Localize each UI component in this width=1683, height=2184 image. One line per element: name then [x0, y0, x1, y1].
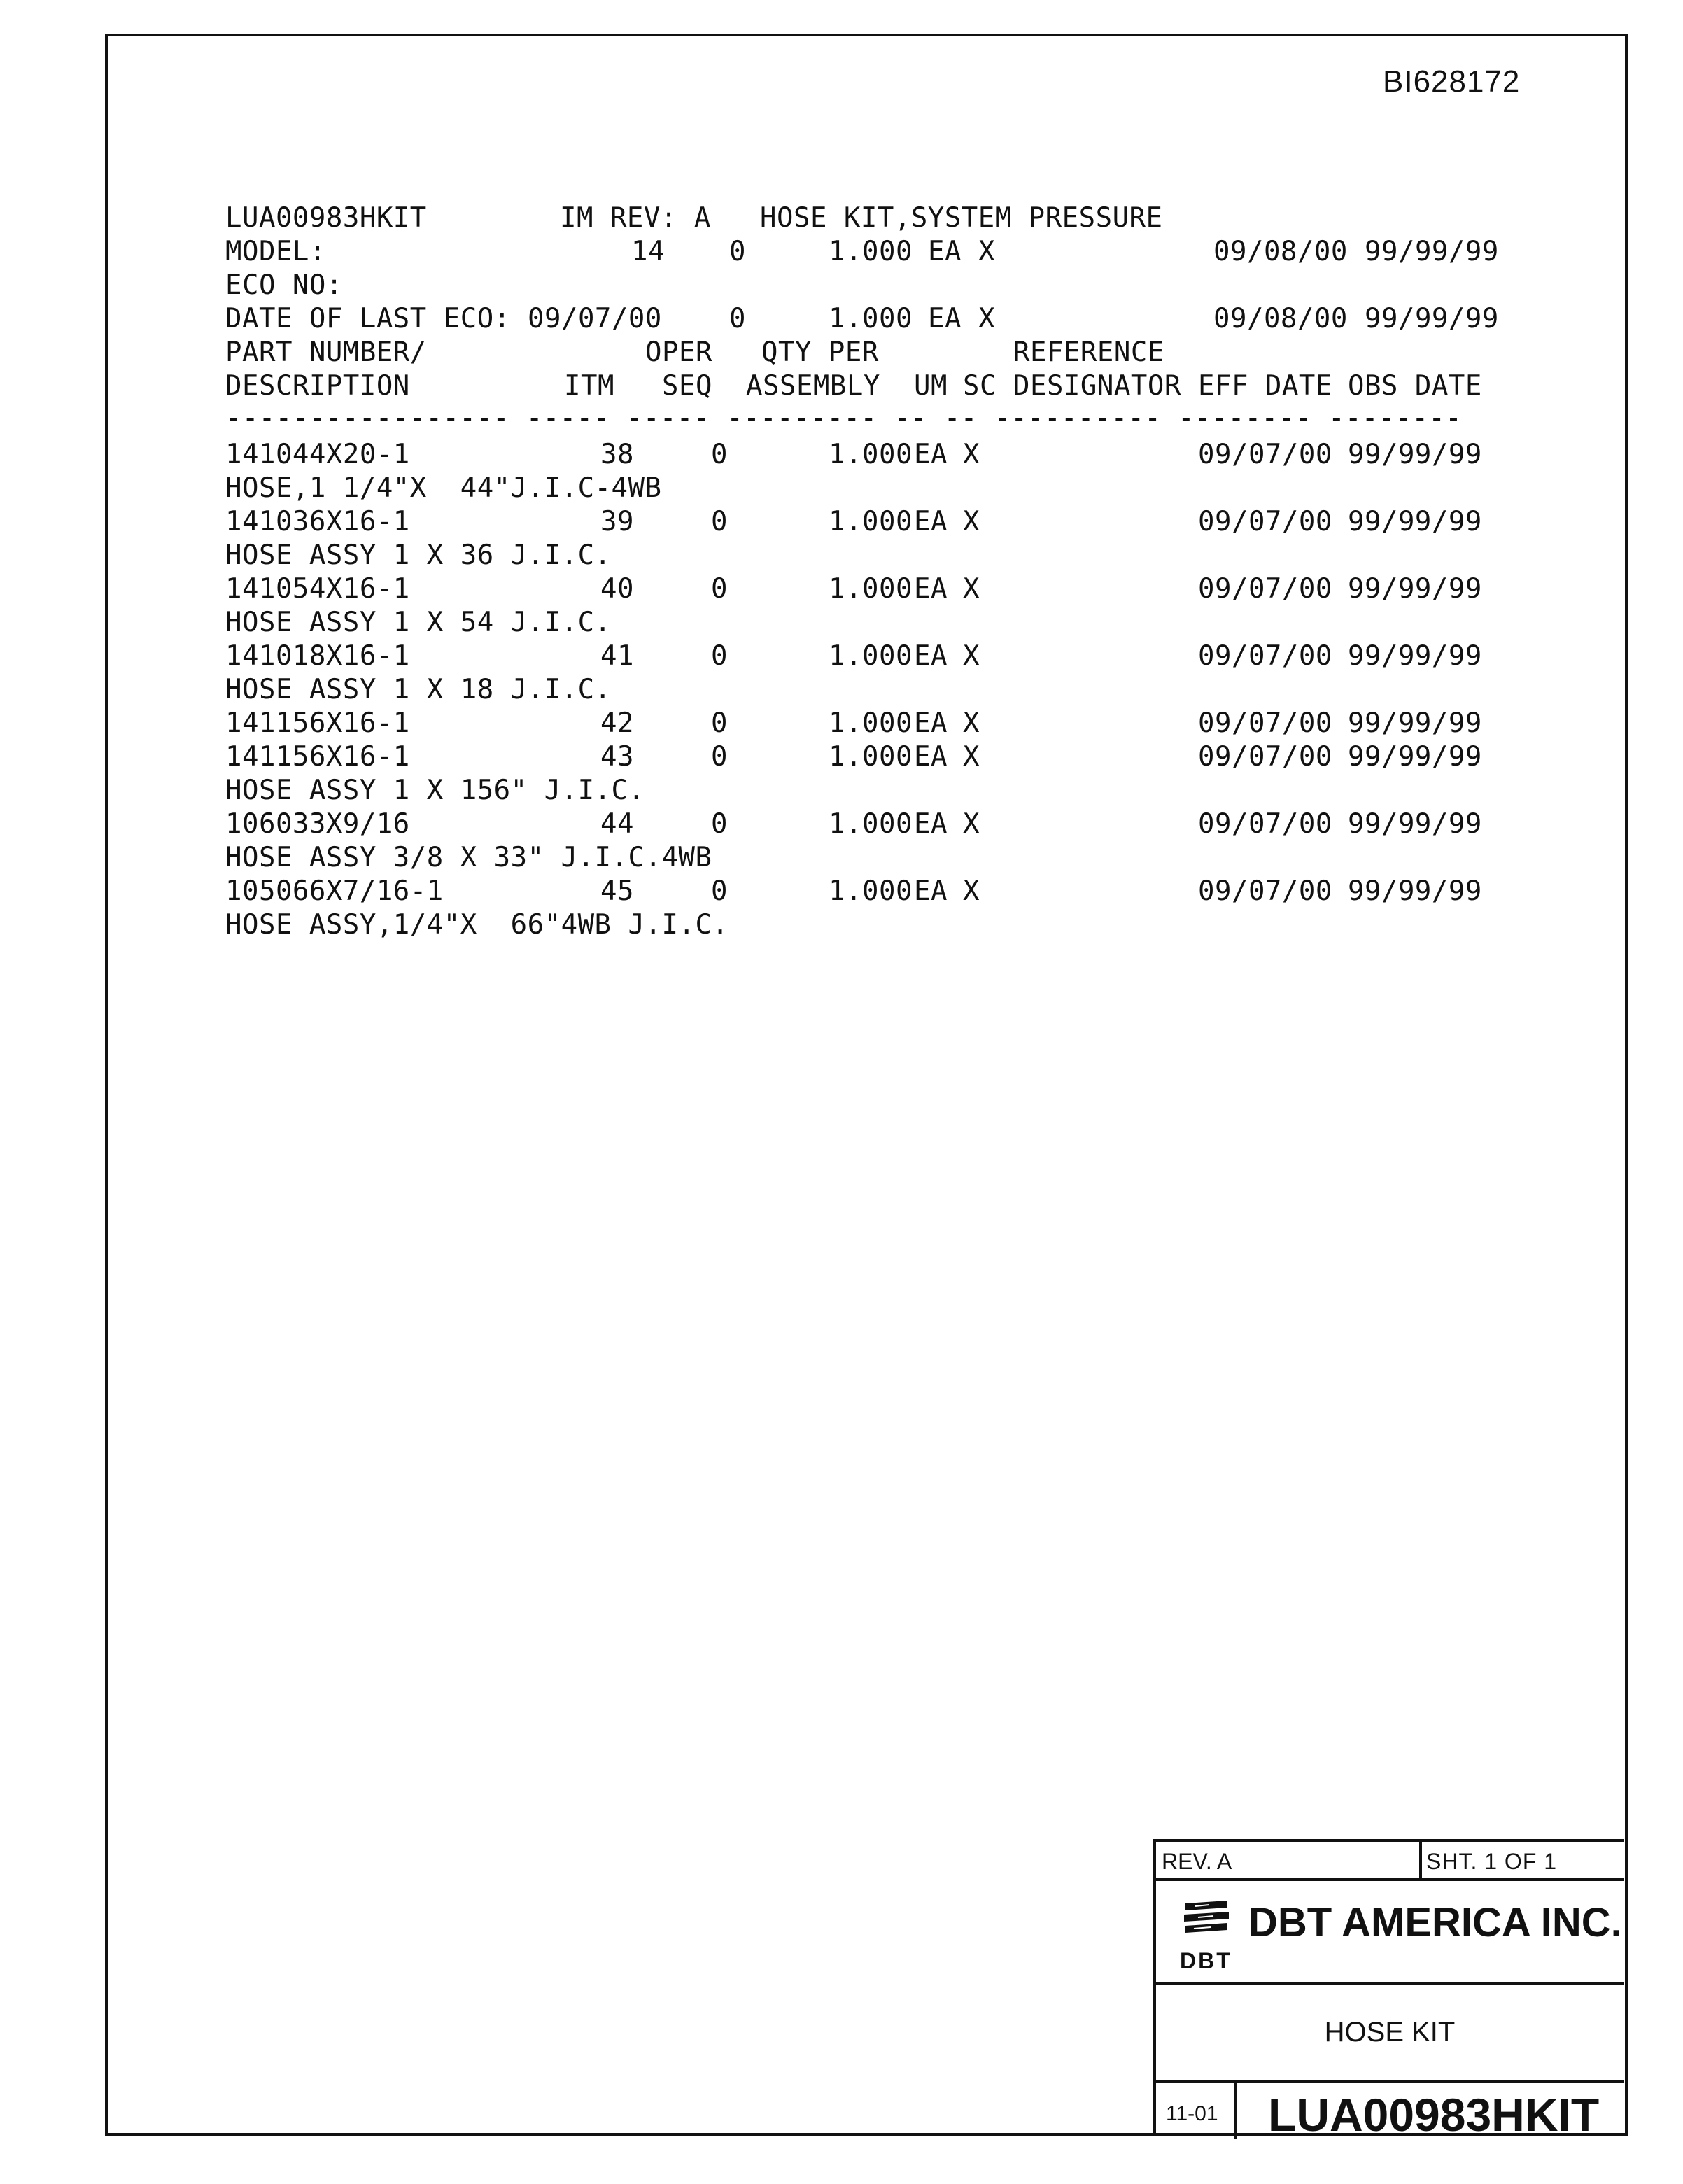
item-qty: 1.000	[829, 707, 913, 739]
header-im-rev: IM REV: A	[560, 202, 711, 234]
last-eco-sc: X	[978, 303, 995, 334]
item-seq: 0	[711, 741, 728, 773]
title-block-title-row	[1156, 1985, 1624, 2083]
item-sc: X	[963, 808, 980, 840]
col-assembly: ASSEMBLY	[746, 370, 880, 402]
item-itm: 43	[600, 741, 634, 773]
title-block-rev-row	[1156, 1842, 1624, 1881]
col-itm: ITM	[564, 370, 614, 402]
col-seq: SEQ	[662, 370, 712, 402]
item-seq: 0	[711, 506, 728, 537]
last-eco-label: DATE OF LAST ECO:	[225, 303, 511, 334]
col-um: UM	[914, 370, 948, 402]
item-obs-date: 99/99/99	[1348, 573, 1482, 605]
item-qty: 1.000	[829, 573, 913, 605]
item-eff-date: 09/07/00	[1198, 741, 1332, 773]
title-block-company-row	[1156, 1881, 1624, 1985]
item-sc: X	[963, 875, 980, 907]
item-description: HOSE,1 1/4"X 44"J.I.C-4WB	[225, 472, 662, 504]
item-seq: 0	[711, 573, 728, 605]
model-seq: 0	[729, 236, 746, 267]
title-block-divider	[1419, 1842, 1422, 1878]
item-seq: 0	[711, 808, 728, 840]
model-obs-date: 99/99/99	[1365, 236, 1499, 267]
header-description: HOSE KIT,SYSTEM PRESSURE	[760, 202, 1163, 234]
model-sc: X	[978, 236, 995, 267]
item-um: EA	[914, 875, 948, 907]
item-um: EA	[914, 808, 948, 840]
col-qty-per: QTY PER	[761, 337, 879, 368]
item-obs-date: 99/99/99	[1348, 506, 1482, 537]
item-itm: 41	[600, 640, 634, 672]
col-oper: OPER	[645, 337, 712, 368]
document-id: BI628172	[1383, 64, 1521, 99]
item-obs-date: 99/99/99	[1348, 439, 1482, 470]
item-seq: 0	[711, 439, 728, 470]
item-part-number: 141036X16-1	[225, 506, 410, 537]
last-eco-um: EA	[928, 303, 962, 334]
item-eff-date: 09/07/00	[1198, 573, 1332, 605]
col-description: DESCRIPTION	[225, 370, 410, 402]
item-eff-date: 09/07/00	[1198, 875, 1332, 907]
item-part-number: 141018X16-1	[225, 640, 410, 672]
model-label: MODEL:	[225, 236, 326, 267]
model-eff-date: 09/08/00	[1213, 236, 1348, 267]
item-um: EA	[914, 506, 948, 537]
item-description: HOSE ASSY 1 X 18 J.I.C.	[225, 674, 612, 705]
eco-label: ECO NO:	[225, 269, 343, 301]
item-obs-date: 99/99/99	[1348, 741, 1482, 773]
item-qty: 1.000	[829, 439, 913, 470]
item-sc: X	[963, 573, 980, 605]
item-itm: 39	[600, 506, 634, 537]
item-qty: 1.000	[829, 875, 913, 907]
item-um: EA	[914, 741, 948, 773]
item-itm: 45	[600, 875, 634, 907]
col-sc: SC	[963, 370, 997, 402]
sheet-number: SHT. 1 OF 1	[1426, 1849, 1558, 1874]
item-sc: X	[963, 439, 980, 470]
col-part-number: PART NUMBER/	[225, 337, 427, 368]
item-part-number: 106033X9/16	[225, 808, 410, 840]
item-obs-date: 99/99/99	[1348, 808, 1482, 840]
company-name: DBT AMERICA INC.	[1248, 1900, 1622, 1945]
title-block-number-row	[1156, 2083, 1624, 2139]
item-part-number: 141044X20-1	[225, 439, 410, 470]
item-sc: X	[963, 640, 980, 672]
item-eff-date: 09/07/00	[1198, 506, 1332, 537]
item-obs-date: 99/99/99	[1348, 640, 1482, 672]
title-block-divider	[1234, 2083, 1237, 2139]
item-seq: 0	[711, 640, 728, 672]
column-separator: ----------------- ----- ----- --------- -- -- ---------- -------- --------	[225, 402, 1463, 434]
item-seq: 0	[711, 707, 728, 739]
item-obs-date: 99/99/99	[1348, 875, 1482, 907]
item-sc: X	[963, 707, 980, 739]
last-eco-qty: 1.000	[829, 303, 913, 334]
col-eff-date: EFF DATE	[1198, 370, 1332, 402]
item-part-number: 105066X7/16-1	[225, 875, 444, 907]
item-part-number: 141054X16-1	[225, 573, 410, 605]
item-eff-date: 09/07/00	[1198, 439, 1332, 470]
item-itm: 42	[600, 707, 634, 739]
item-seq: 0	[711, 875, 728, 907]
item-um: EA	[914, 707, 948, 739]
item-qty: 1.000	[829, 640, 913, 672]
last-eco-obs-date: 99/99/99	[1365, 303, 1499, 334]
item-qty: 1.000	[829, 741, 913, 773]
item-eff-date: 09/07/00	[1198, 640, 1332, 672]
item-sc: X	[963, 741, 980, 773]
item-obs-date: 99/99/99	[1348, 707, 1482, 739]
item-um: EA	[914, 640, 948, 672]
col-reference: REFERENCE	[1013, 337, 1164, 368]
item-qty: 1.000	[829, 506, 913, 537]
item-description: HOSE ASSY 1 X 36 J.I.C.	[225, 540, 612, 571]
item-itm: 38	[600, 439, 634, 470]
col-designator: DESIGNATOR	[1013, 370, 1181, 402]
model-itm: 14	[631, 236, 665, 267]
item-description: HOSE ASSY,1/4"X 66"4WB J.I.C.	[225, 909, 729, 940]
item-um: EA	[914, 439, 948, 470]
item-eff-date: 09/07/00	[1198, 808, 1332, 840]
dbt-logo-icon	[1181, 1898, 1232, 1940]
drawing-title: HOSE KIT	[1324, 2017, 1456, 2048]
revision: REV. A	[1162, 1849, 1232, 1874]
item-qty: 1.000	[829, 808, 913, 840]
item-eff-date: 09/07/00	[1198, 707, 1332, 739]
drawing-number: LUA00983HKIT	[1268, 2089, 1600, 2141]
item-itm: 44	[600, 808, 634, 840]
item-description: HOSE ASSY 3/8 X 33" J.I.C.4WB	[225, 842, 712, 873]
item-part-number: 141156X16-1	[225, 707, 410, 739]
item-sc: X	[963, 506, 980, 537]
model-qty: 1.000	[829, 236, 913, 267]
last-eco-eff-date: 09/08/00	[1213, 303, 1348, 334]
last-eco-date: 09/07/00	[528, 303, 662, 334]
col-obs-date: OBS DATE	[1348, 370, 1482, 402]
last-eco-seq: 0	[729, 303, 746, 334]
item-um: EA	[914, 573, 948, 605]
title-block	[1153, 1839, 1624, 2141]
header-part-number: LUA00983HKIT	[225, 202, 427, 234]
logo-text: DBT	[1180, 1948, 1232, 1973]
item-part-number: 141156X16-1	[225, 741, 410, 773]
item-description: HOSE ASSY 1 X 54 J.I.C.	[225, 607, 612, 638]
item-itm: 40	[600, 573, 634, 605]
date-code: 11-01	[1166, 2102, 1218, 2125]
item-description: HOSE ASSY 1 X 156" J.I.C.	[225, 775, 645, 806]
model-um: EA	[928, 236, 962, 267]
